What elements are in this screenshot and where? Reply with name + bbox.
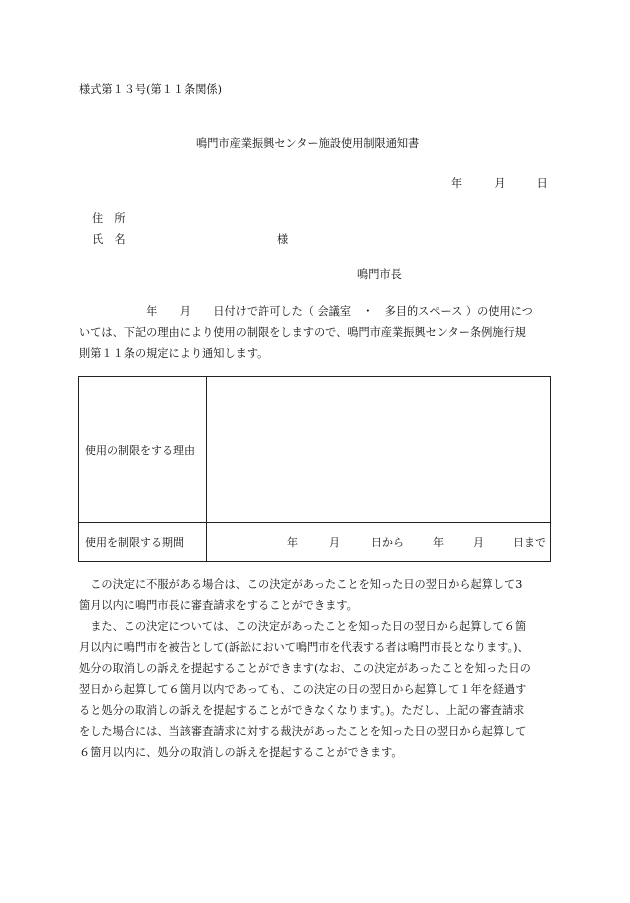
reason-row bbox=[79, 377, 551, 523]
restriction-table bbox=[78, 376, 551, 562]
notice-line: 月以内に鳴門市を被告として(訴訟において鳴門市を代表する者は鳴門市長となります。)、 bbox=[79, 641, 529, 654]
notice-line: ６箇月以内に、処分の取消しの訴えを提起することができます。 bbox=[79, 746, 403, 759]
notice-line: をした場合には、当該審査請求に対する裁決があったことを知った日の翌日から起算して bbox=[79, 725, 527, 738]
date-year: 年 bbox=[451, 177, 463, 190]
address-label: 住 所 bbox=[92, 212, 126, 225]
date-day: 日 bbox=[536, 177, 548, 190]
intro-line: いては、下記の理由により使用の制限をしますので、鳴門市産業振興センター条例施行規 bbox=[79, 326, 526, 339]
notice-line: ると処分の取消しの訴えを提起することができなくなります。)。ただし、上記の審査請求 bbox=[79, 704, 525, 717]
name-label: 氏 名 bbox=[92, 233, 126, 246]
period-label: 使用を制限する期間 bbox=[79, 523, 207, 562]
period-month-to: 月 bbox=[473, 536, 484, 549]
period-day-from: 日から bbox=[371, 536, 404, 549]
document-title: 鳴門市産業振興センター施設使用制限通知書 bbox=[196, 137, 420, 150]
reason-label: 使用の制限をする理由 bbox=[79, 377, 207, 523]
period-value bbox=[207, 523, 551, 562]
date-month: 月 bbox=[494, 177, 506, 190]
notice-line: 処分の取消しの訴えを提起することができます(なお、この決定があったことを知った日の bbox=[79, 662, 531, 675]
period-year-from: 年 bbox=[287, 536, 298, 549]
intro-line: 則第１１条の規定により通知します。 bbox=[79, 347, 269, 360]
period-month-from: 月 bbox=[329, 536, 340, 549]
date-line bbox=[451, 175, 548, 191]
period-day-to: 日まで bbox=[513, 536, 546, 549]
period-row bbox=[79, 523, 551, 562]
notice-line: 翌日から起算して６箇月以内であっても、この決定の日の翌日から起算して１年を経過す bbox=[79, 683, 527, 696]
form-number: 様式第１３号(第１１条関係) bbox=[79, 83, 222, 96]
notice-line: この決定に不服がある場合は、この決定があったことを知った日の翌日から起算して3 bbox=[79, 578, 523, 591]
issuer: 鳴門市長 bbox=[357, 268, 402, 281]
reason-value bbox=[207, 377, 551, 523]
intro-line: 年 月 日付けで許可した（ 会議室 ・ 多目的スペース ）の使用につ bbox=[79, 305, 533, 318]
period-year-to: 年 bbox=[433, 536, 444, 549]
notice-line: また、この決定については、この決定があったことを知った日の翌日から起算して６箇 bbox=[79, 620, 527, 633]
notice-line: 箇月以内に鳴門市長に審査請求をすることができます。 bbox=[79, 599, 358, 612]
honorific: 様 bbox=[277, 233, 289, 246]
